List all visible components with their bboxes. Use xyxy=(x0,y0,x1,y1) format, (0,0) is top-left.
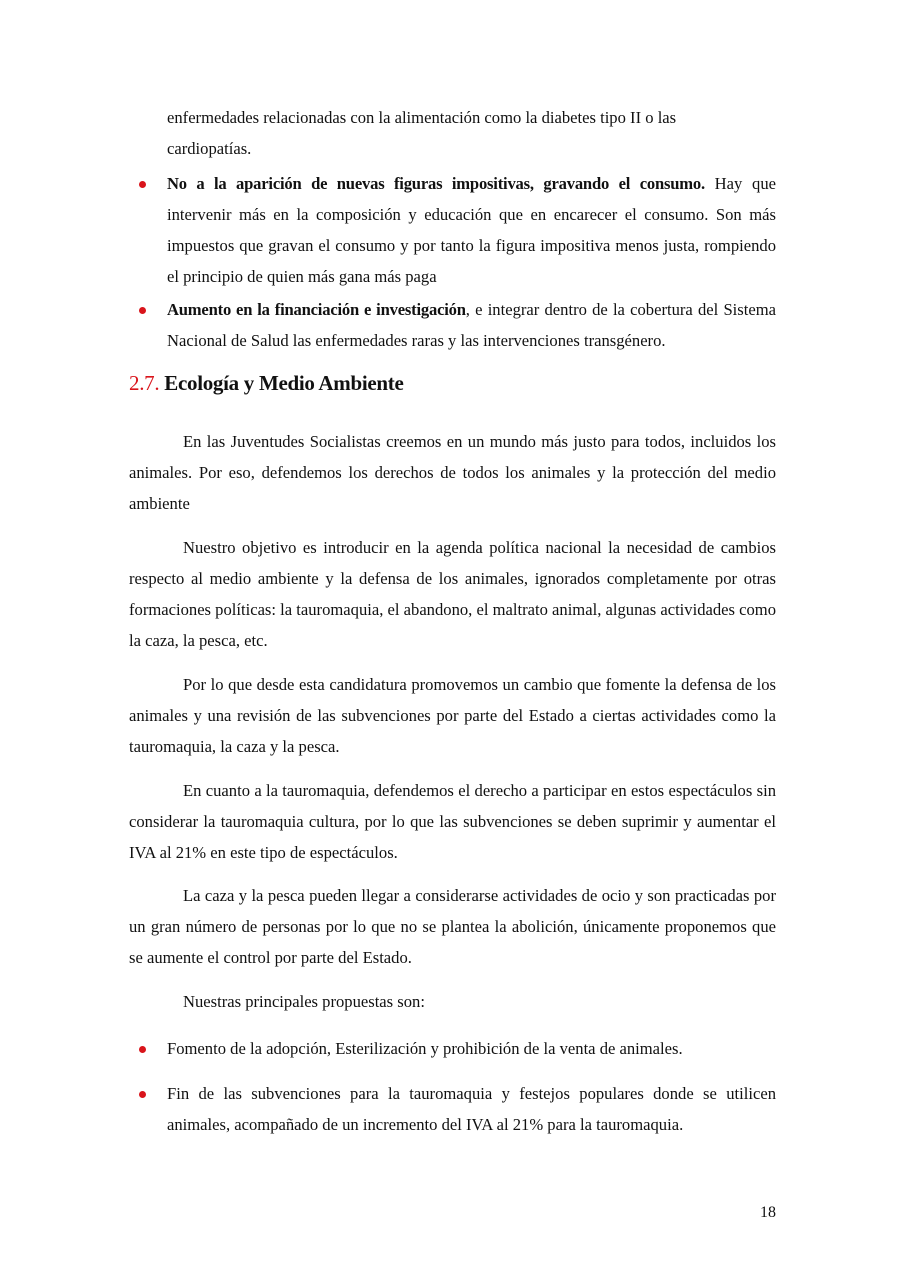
bullet-dot-icon xyxy=(139,307,146,314)
body-paragraph: Nuestras principales propuestas son: xyxy=(183,992,425,1011)
body-paragraph: Por lo que desde esta candidatura promovemos un cambio que fomente la defensa de los animales y una revisión de las subvenciones por parte del Estado a ciertas actividades como la tauromaquia, la caza y la pesca. xyxy=(129,675,776,756)
section-number: 2.7. xyxy=(129,371,160,395)
body-paragraph: En cuanto a la tauromaquia, defendemos el derecho a participar en estos espectáculos sin considerar la tauromaquia cultura, por lo que las subvenciones se deben suprimir y aumentar el IVA al 21% en este tipo de espectáculos. xyxy=(129,781,776,862)
bullet-item: Fin de las subvenciones para la tauromaquia y festejos populares donde se utilicen animales, acompañado de un incremento del IVA al 21% para la tauromaquia. xyxy=(167,1084,776,1134)
bullet-dot-icon xyxy=(139,181,146,188)
bullet-item xyxy=(167,168,776,292)
bullet-item: Fomento de la adopción, Esterilización y prohibición de la venta de animales. xyxy=(167,1039,683,1058)
bullet-lead: Aumento en la financiación e investigación xyxy=(167,300,466,319)
body-paragraph: En las Juventudes Socialistas creemos en un mundo más justo para todos, incluidos los animales. Por eso, defendemos los derechos de todos los animales y la protección del medio ambiente xyxy=(129,432,776,513)
continued-bullet-line: enfermedades relacionadas con la alimentación como la diabetes tipo II o las xyxy=(167,108,677,127)
section-heading xyxy=(129,371,404,396)
bullet-dot-icon xyxy=(139,1046,146,1053)
bullet-dot-icon xyxy=(139,1091,146,1098)
body-paragraph: La caza y la pesca pueden llegar a considerarse actividades de ocio y son practicadas por un gran número de personas por lo que no se plantea la abolición, únicamente proponemos que se aumente el control por parte del Estado. xyxy=(129,886,776,967)
section-title: Ecología y Medio Ambiente xyxy=(164,371,404,395)
bullet-text: , e integrar dentro de la cobertura del Sistema Nacional de Salud las enfermedades raras y las intervenciones transgénero. xyxy=(167,300,776,350)
bullet-text: Hay que intervenir más en la composición y educación que en encarecer el consumo. Son más impuestos que gravan el consumo y por tanto la figura impositiva menos justa, rompiendo el principio de quien más gana más paga xyxy=(167,174,776,286)
bullet-item xyxy=(167,294,776,356)
bullet-lead: No a la aparición de nuevas figuras impositivas, gravando el consumo. xyxy=(167,174,705,193)
continued-bullet-line: cardiopatías. xyxy=(167,139,252,158)
page-number: 18 xyxy=(760,1204,776,1221)
body-paragraph: Nuestro objetivo es introducir en la agenda política nacional la necesidad de cambios respecto al medio ambiente y la defensa de los animales, ignorados completamente por otras formaciones políticas: la tauromaquia, el abandono, el maltrato animal, algunas actividades como la caza, la pesca, etc. xyxy=(129,538,776,650)
